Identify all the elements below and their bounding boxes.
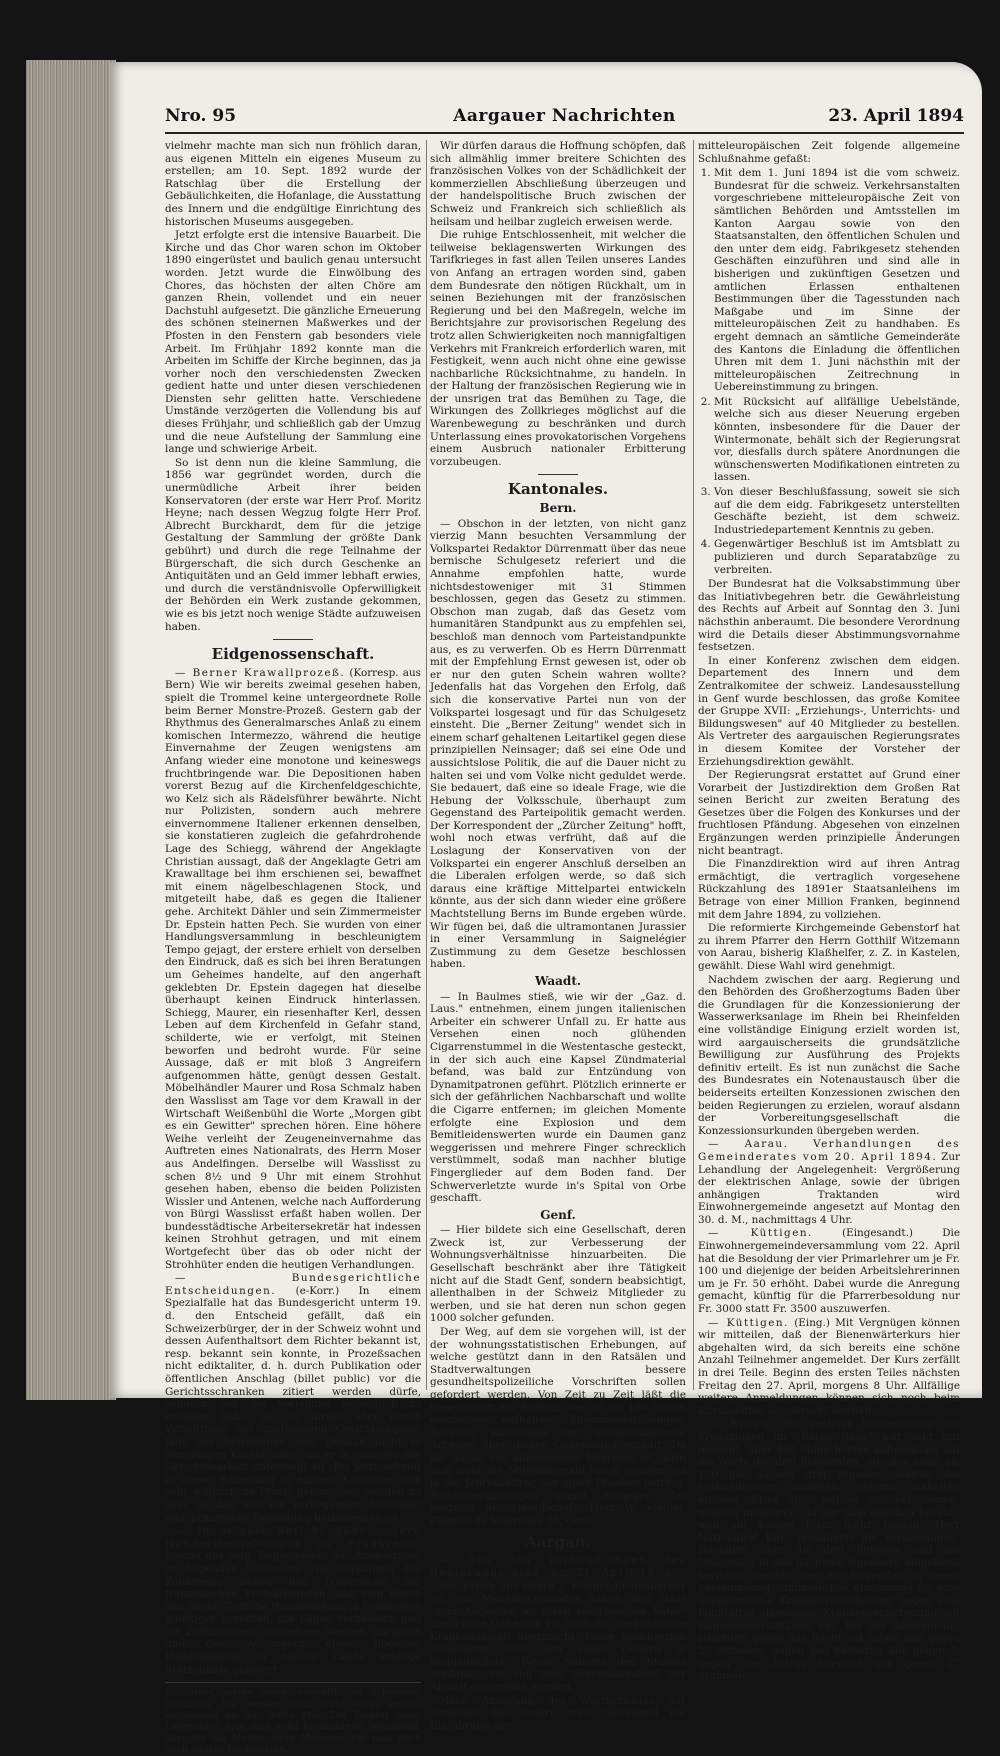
article-text: kommt das eidg. Departement des Auswärtigen zu folgenden Schlüssen: Die Wirkungen des Zollkrieges haben das Trügerische der französischen Protektionisten, daß sich durch den neuen Tarif die Handelsbilanz in Frankreich günstiger gestalten, die Löhne verbessern und die Zolleinnahme vermehren werden, dargetan und den Anhängern einer liberalen Handelspolitik in diesem Lande kräftige Stützpunkte geliefert.	[165, 1550, 421, 1676]
separator	[273, 639, 313, 640]
paragraph: Wir dürfen daraus die Hoffnung schöpfen, daß sich allmählig immer breitere Schichten des französischen Volkes von der Schädlichkeit der kommerziellen Abschließung überzeugen und der handelspolitische Bruch zwischen der Schweiz und Frankreich sich schließlich als heilsam und heilbar zugleich erweisen werde.	[430, 140, 686, 228]
section-heading: Aargau.	[525, 1532, 591, 1551]
column-1	[165, 140, 422, 1756]
resolution-list	[698, 167, 960, 576]
paragraph: Der Regierungsrat erstattet auf Grund einer Vorarbeit der Justizdirektion dem Großen Rat seinen Bericht zur zweiten Beratung des Gesetzes über die Folgen des Konkurses und der fruchtlosen Pfändung. Abgesehen von einzelnen Ergänzungen werden prinzipielle Änderungen nicht beantragt.	[698, 769, 960, 857]
article-text: (Eing.) Mit Vergnügen können wir mitteilen, daß der Bienenwärterkurs hier abgehalten wird, da sich bereits eine schöne Anzahl Teilnehmer angemeldet. Der Kurs zerfällt in drei Teile. Beginn des ersten Teiles nächsten Freitag den 27. April, morgens 8 Uhr. Allfällige weitere Anmeldungen können sich noch beim Kurskomitee angebracht werden.	[698, 1316, 960, 1417]
paragraph: vielmehr machte man sich nun fröhlich daran, aus eigenen Mitteln ein eigenes Museum zu erstellen; am 10. Sept. 1892 wurde der Ratschlag über die Erstellung der Gebäulichkeiten, die Hofanlage, die Ausstattung des Innern und die endgültige Einrichtung des historischen Museums ausgegeben.	[165, 140, 421, 228]
paragraph: Die Finanzdirektion wird auf ihren Antrag ermächtigt, die vertraglich vorgesehene Rückzahlung des 1891er Staatsanleihens im Betrage von einer Million Franken, beginnend mit dem Jahre 1894, zu vollziehen.	[698, 858, 960, 921]
list-item: 4. Gegenwärtiger Beschluß ist im Amtsblatt zu publizieren und durch Separatabzüge zu verbreiten.	[714, 538, 960, 576]
paragraph: Jetzt erfolgte erst die intensive Bauarbeit. Die Kirche und das Chor waren schon im Oktober 1890 eingerüstet und baulich genau untersucht worden. Jetzt wurde die Einwölbung des Chores, das höchsten der alten Chöre am ganzen Rhein, vollendet und ein neuer Dachstuhl aufgesetzt. Die gänzliche Erneuerung des schönen steinernen Maßwerkes und der Pfosten in den Fenstern gab besonders viele Arbeit. Im Frühjahr 1892 konnte man die Arbeiten im Schiffe der Kirche beginnen, das ja vorher noch den verschiedensten Zwecken gedient hatte und unter diesen verschiedenen Diensten sehr gelitten hatte. Verschiedene Umstände verzögerten die Vollendung bis auf dieses Frühjahr, und schließlich gab der Umzug und die neue Aufstellung der Sammlung eine lange und schwierige Arbeit.	[165, 229, 421, 456]
column-divider	[693, 140, 694, 1390]
newspaper-title: Aargauer Nachrichten	[453, 106, 676, 126]
paragraph: So ist denn nun die kleine Sammlung, die 1856 war gegründet worden, durch die unermüdliche Arbeit ihrer beiden Konservatoren (der erste war Herr Prof. Moritz Heyne; nach dessen Wegzug folgte Herr Prof. Albrecht Burckhardt, dem für die jetzige Gestaltung der Sammlung der größte Dank gebührt) und durch die rege Teilnahme der Bürgerschaft, die sich durch Geschenke an Antiquitäten und an Geld immer lebhaft erwies, und durch die verständnisvolle Opferwilligkeit der Behörden ein Werk zustande gekommen, wie es bis jetzt noch wenige Städte aufzuweisen haben.	[165, 456, 421, 633]
masthead	[165, 106, 964, 132]
column-divider	[426, 140, 427, 1390]
article-title: — Aarau. Verhandlungen des Gemeinderates vom 20. April 1894.	[698, 1138, 960, 1163]
newspaper-page	[110, 62, 982, 1756]
article-title: — Bundesgerichtliche Entscheidungen.	[165, 1272, 421, 1297]
article-text: — Obschon in der letzten, von nicht ganz vierzig Mann besuchten Versammlung der Volkspartei Redaktor Dürrenmatt über das neue bernische Schulgesetz referiert und die Annahme empfohlen hatte, wurde nichtsdestoweniger mit 31 Stimmen beschlossen, gegen das Gesetz zu stimmen. Obschon man zugab, daß das Gesetz vom humanitären Standpunkt aus zu empfehlen sei, beschloß man dennoch vom Parteistandpunkte aus, es zu verwerfen. Ob es Herrn Dürrenmatt mit der Empfehlung Ernst gewesen ist, oder ob er nur den guten Schein wahren wollte? Jedenfalls hat das Vorgehen den Erfolg, daß sich die konservative Partei nun von der Volkspartei losgesagt und für das Schulgesetz einsteht. Die „Berner Zeitung" wendet sich in einem scharf gehaltenen Leitartikel gegen diese prinzipiellen Neinsager; daß sei eine Ode und aussichtslose Politik, die auf die Dauer nicht zu halten sei und vom Volke nicht geduldet werde. Sie bedauert, daß eine so ideale Frage, wie die Hebung der Volksschule, überhaupt zum Gegenstand des Parteipolitik gemacht werden. Der Korrespondent der „Zürcher Zeitung" hofft, wohl noch etwas verfrüht, daß auf die Loslagung der Konservativen von der Volkspartei ein engerer Anschluß derselben an die Liberalen erfolgen werde, so daß sich daraus eine kräftige Mittelpartei entwickeln könnte, aus der sich dann wieder eine größere Machtstellung Berns im Bunde ergeben würde. Wir fügen bei, daß die ultramontanen Jurassier in einer Versammlung in Saignelégier Zustimmung zu dem Gesetze beschlossen haben.	[430, 517, 686, 971]
book-page-edges	[26, 60, 116, 1400]
paragraph: In einer Konferenz zwischen dem eidgen. Departement des Innern und dem Zentralkomitee der schweiz. Landesausstellung in Genf wurde beschlossen, das große Komitee der Gruppe XVII: „Erziehungs-, Unterrichts- und Bildungswesen" auf 40 Mitglieder zu bestellen. Als Vertreter des aargauischen Regierungsrates in diesem Komitee der Vorsteher der Erziehungsdirektion gewählt.	[698, 654, 960, 768]
column-2	[430, 140, 686, 1732]
article-title: — In seinem Bericht über unsere Handelsbeziehungen zu Frankreich	[165, 1525, 421, 1550]
issue-date: 23. April 1894	[828, 106, 964, 126]
paragraph: Der Bundesrat hat die Volksabstimmung über das Initiativbegehren betr. die Gewährleistung des Rechts auf Arbeit auf Sonntag den 3. Juni nächsthin anberaumt. Die besondere Verordnung wird die Details dieser Abstimmungsvornahme festsetzen.	[698, 578, 960, 654]
article-text: Nach Anhörung des Wortberichtes der Direktion des Innern wird betreffend die Einführung der	[430, 1694, 686, 1732]
article-title: — Berner Krawallprozeß.	[175, 666, 346, 679]
section-heading: Kantonales.	[507, 480, 609, 499]
subsection-heading: Bern.	[539, 501, 577, 516]
separator	[538, 474, 578, 475]
section-heading: Eidgenossenschaft.	[211, 645, 375, 664]
article-text: (Korresp. aus Bern) Wie wir bereits zweimal gesehen haben, spielt die Trommel keine untergeordnete Rolle beim Berner Monstre-Prozeß. Gestern gab der Rhythmus des Generalmarsches Anlaß zu einem komischen Intermezzo, während die heutige Einvernahme der Zeugen wenigstens am Anfang wieder eine monotone und keineswegs fruchtbringende war. Die Depositionen haben vorerst Bezug auf die Kirchenfeldgeschichte, wo Kelz sich als Rädelsführer bewährte. Nicht nur Polizisten, sondern auch mehrere einvernommene Italiener erkennen denselben, sie konstatieren zugleich die gefahrdrohende Lage des Schiegg, während der Angeklagte Christian aussagt, daß der Angeklagte Getri am Krawalltage bei ihm erschienen sei, bewaffnet mit einem nägelbeschlagenen Stock, und mitgeteilt habe, daß es gegen die Italiener gehe. Architekt Dähler und sein Zimmermeister Dr. Epstein hatten Pech. Sie wurden von einer Handlungsversammlung in beschleunigtem Tempo gejagt, der erstere erhielt von derselben den Eindruck, daß es sich bei ihren Beratungen um Geheimes handelte, auf den angerhaft geklebten Dr. Epstein dagegen hat dieselbe überhaupt keinen Eindruck hinterlassen. Schiegg, Maurer, ein riesenhafter Kerl, dessen Leben auf dem Kirchenfeld in Gefahr stand, schilderte, wie er verfolgt, mit Steinen beworfen und bedroht wurde. Für seine Aussage, daß er mit bloß 3 Angreifern aufgenommen hätte, genügt dessen Gestalt. Möbelhändler Maurer und Rosa Schmalz haben den Wasslisst am Tage vor dem Krawall in der Wirtschaft Weißenbühl die Worte „Morgen gibt es ein Gewitter" sprechen hören. Eine höhere Weihe verleiht der Zeugeneinvernahme das Auftreten eines Nationalrats, des Herrn Moser aus Andelfingen. Derselbe will Wasslisst zu schen 8½ und 9 Uhr mit einem Strohhut gesehen haben, ebenso die beiden Polizisten Wissler und Antenen, welche nach Aufforderung von Bürgi Wasslisst erfaßt haben wollen. Der bundesstädtische Arbeitersekretär hat indessen keinen Strohhut getragen, und mit einem Wortgefecht über das ob oder nicht der Strohhüter enden die heutigen Verhandlungen.	[165, 666, 421, 1271]
paragraph: Nachdem zwischen der aarg. Regierung und den Behörden des Großherzogtums Baden über die Grundlagen für die Konzessionierung der Wasserwerksanlage im Rhein bei Rheinfelden eine vollständige Einigung erzielt worden ist, wird aargauischerseits die grundsätzliche Bewilligung zur Ausführung des Projekts definitiv erteilt. Es ist nun zunächst die Sache des Bundesrates ein Notenaustausch über die beiderseits erteilten Konzessionen zwischen den beiden Regierungen zu erzielen, worauf alsdann der Vorbereitungsgesellschaft die Konzessionsurkunden übergeben werden.	[698, 973, 960, 1137]
article-title: — Küttigen.	[708, 1227, 813, 1240]
article-title: — Aus den Verhandlungen des Regierungsrates vom 21. April 1894.	[430, 1554, 686, 1579]
column-3	[698, 140, 960, 1683]
article-text: (Eingesandt.) Die Einwohnergemeindeversammlung vom 22. April hat die Besoldung der vier Primarlehrer um je Fr. 100 und diejenige der beiden Arbeitslehrerinnen um je Fr. 50 erhöht. Dabei wurde die Anregung gemacht, künftig für die Pfarrerbesoldung nur Fr. 3000 statt Fr. 3500 auszuwerfen.	[698, 1227, 960, 1316]
article-text: (e-Korr.) In einem Spezialfalle hat das Bundesgericht unterm 19. d. den Entscheid gefällt, daß ein Schweizerbürger, der in der Schweiz wohnt und dessen Aufenthaltsort dem Richter bekannt ist, resp. bekannt sein konnte, in Prozeßsachen nicht ediktaliter, d. h. durch Publikation oder öffentlichen Anschlag (billet public) vor die Gerichtsschranken zitiert werden dürfe, sondern daß die Vorladung persönlich zu erfolgen habe, sei es direkt oder durch Vermittlung der zuständigen Gerichtsorgane, falls der Betreffende sein Domizil nicht in demjenigen Kanton habe, wo er in concreto der Gerichtsbarkeit unterstellt ist. Bis jetzt scheint in dieser Beziehung in einigen Kantonen eine sehr willkürliche Praxis gehandhabt worden zu sein, so daß nun ein vorliegenden Entscheid eine prinzipielle Bedeutung beizumessen ist.	[165, 1284, 422, 1524]
article-text: Der Weg, auf dem sie vorgehen will, ist der der wohnungsstatistischen Erhebungen, auf welche gestützt dann in den Ratsälen und Stadtverwaltungen bessere gesundheitspolizeiliche Vorschriften sollen gefordert werden. Von Zeit zu Zeit läßt die Gesellschaft ein Bulletin von 50 bis 100 Seiten erscheinen, enthaltend Zusammenstellungen, Berichte, Ratschläge und wissenschaftliche Arbeiten über diesen Gegenstand enthält. Da die Sache von allgemeinem Interesse ist, wird sich wohl die Mitgliederzahl rasch mehren, da ja der Jahresbeitrag nur einen Franken beträgt. Beitrittserklärungen nimmt entgegen der Sekretär der Gesellschaft, Herr W. Viollier, Chemin de Villereuse 35, Genf.	[430, 1326, 686, 1527]
issue-number: Nro. 95	[165, 106, 237, 126]
paragraph: mitteleuropäischen Zeit folgende allgemeine Schlußnahme gefaßt:	[698, 140, 960, 165]
list-item: 1. Mit dem 1. Juni 1894 ist die vom schweiz. Bundesrat für die schweiz. Verkehrsanstalten vorgeschriebene mitteleuropäische Zeit von sämtlichen Behörden und Amtsstellen im Kanton Aargau sowie von den Staatsanstalten, den öffentlichen Schulen und den unter dem eidg. Fabrikgesetz stehenden Geschäften einzuführen und sind alle in bisherigen und zukünftigen Gesetzen und amtlichen Erlassen enthaltenen Bestimmungen über die Tagesstunden nach Maßgabe und im Sinne der mitteleuropäischen Zeit zu handhaben. Es ergeht demnach an sämtliche Gemeinderäte des Kantons die Einladung die öffentlichen Uhren mit dem 1. Juni nächsthin mit der mitteleuropäischen Zeitrechnung in Uebereinstimmung zu bringen.	[714, 167, 960, 394]
article-text: — In Baulmes stieß, wie wir der „Gaz. d. Laus." entnehmen, einem jungen italienischen Arbeiter ein schwerer Unfall zu. Er hatte aus Versehen einen noch glühenden Cigarrenstummel in die Westentasche gesteckt, in der sich auch eine Kapsel Zündmaterial befand, was bald zur Entzündung von Dynamitpatronen geführt. Plötzlich erinnerte er sich der gefährlichen Nachbarschaft und wollte die Cigarre entfernen; im gleichen Momente erfolgte eine Explosion und dem Bemitleidenswerten wurde ein Daumen ganz weggerissen und mehrere Finger schrecklich verstümmelt, sodaß man nachher blutige Fingerglieder auf dem Boden fand. Der Schwerverletzte wurde in's Spital von Orbe geschafft.	[430, 990, 686, 1205]
list-item: 2. Mit Rücksicht auf allfällige Uebelstände, welche sich aus dieser Neuerung ergeben könnten, insbesondere für die Dauer der Wintermonate, behält sich der Regierungsrat vor, diesfalls durch spätere Anordnungen die wünschenswerten Modifikationen eintreten zu lassen.	[714, 396, 960, 484]
feuilleton-footnote: Schuldner, meine guten, vortrefflichen Schuldner, besuchen. Sie werden mich wohl etwas anders empfangen als das letzte Mal. Die Tochter eines Lieferanten mag man wohl hochfahrend behandeln, aber für die Mutter einer Marquise hat man doch noch andere Rücksichten."	[165, 1682, 421, 1755]
article-title: — Küttigen.	[708, 1316, 789, 1329]
paragraph: Die reformierte Kirchgemeinde Gebenstorf hat zu ihrem Pfarrer den Herrn Gotthilf Witzemann von Aarau, bisherig Klaßhelfer, z. Z. in Kastelen, gewählt. Diese Wahl wird genehmigt.	[698, 922, 960, 972]
article-text: Zur Lehandlung der Angelegenheit: Vergrößerung der elektrischen Anlage, sowie der übrigen anhängigen Traktanden wird Einwohnergemeinde angesetzt auf Montag den 30. d. M., nachmittags 4 Uhr.	[698, 1150, 960, 1226]
article-text: — Hier bildete sich eine Gesellschaft, deren Zweck ist, zur Verbesserung der Wohnungsverhältnisse hinzuarbeiten. Die Gesellschaft beschränkt aber ihre Tätigkeit nicht auf die Stadt Genf, sondern beabsichtigt, allenthalben in der Schweiz Mitglieder zu werben, und sie hat deren nun schon gegen 1000 solcher gefunden.	[430, 1224, 686, 1325]
paragraph: Die ruhige Entschlossenheit, mit welcher die teilweise beklagenswerten Wirkungen des Tarifkrieges in fast allen Teilen unseres Landes von Anfang an ertragen worden sind, gaben dem Bundesrate den nötigen Rückhalt, um in seinen Beziehungen mit der französischen Regierung und bei den Maßregeln, welche im Berichtsjahre zur provisorischen Regelung des trotz allen Schwierigkeiten noch mannigfaltigen Verkehrs mit Frankreich erforderlich waren, mit Festigkeit, wenn auch nicht ohne eine gewisse nachbarliche Rücksichtnahme, zu handeln. In der Haltung der französischen Regierung wie in der unsrigen trat das Bemühen zu Tage, die Wirkungen des Zollkrieges möglichst auf die Warenbewegung zu beschränken und durch Unterlassung eines provokatorischen Vorgehens einem Ausbruch nationaler Erbitterung vorzubeugen.	[430, 229, 686, 468]
list-item: 3. Von dieser Beschlußfassung, soweit sie sich auf die dem eidg. Fabrikgesetz unterstellten Geschäfte bezieht, ist dem schweiz. Industriedepartement Kenntnis zu geben.	[714, 486, 960, 536]
article-text: Die gestrige Versammlung der Freisinnigen im „Roten Haus" war sehr gut besucht; über 400 Mann hörten aufmerksam auf die Worte der drei Referenten, obschon mehr als 150 die ganzen drei Stunden, welche die Verhandlungen dauerten, stehend aushalten mußten. Etwa 200, welche zu spät kamen, mußten umkehren, da der Saal gänzlich besetzt, weil sie keinen Platz mehr fanden. Herr Nationalrat Kurz präsidierte die Versammlung. Nachdem über die drei Referate und die Diskussion in den nächsten Nummern eingehend berichtet werden; hier nur folgendes: In dieser Versammlung stimmten fast einstimmig für eine obligatorische Krankenversicherung gegen eine fakultative allgemeine Krankenversicherung mit Bundesunterstützung bei. Bei der Abstimmung stimmten gegen das Recht auf Arbeit alle gegen 23 Stimmen, gegen den Beutezug alle gegen 5, gegen den Antrag Greulich alle gegen 17 Stimmen.	[698, 1418, 960, 1683]
subsection-heading: Genf.	[540, 1207, 576, 1222]
article-title: — Brugg.	[708, 1418, 775, 1431]
masthead-rule	[165, 132, 964, 134]
subsection-heading: Waadt.	[534, 974, 582, 988]
article-text: Die Erben des Herrn J. Fischer-Eichenberger sel. von Meisterschwanden haben dem Staat „zum Andenken an ihren verstorbenen Vater" die schöne Gabe von Fr. 5000 für die kantonale Krankenanstalt übermacht. Diese hochherzige Schenkung wird den edlen Gebern in verbindlichster Weise Namens des Staates verdankt. Sie soll dem Schenkungsfond der Anstalt einverleibt werden.	[430, 1580, 686, 1694]
